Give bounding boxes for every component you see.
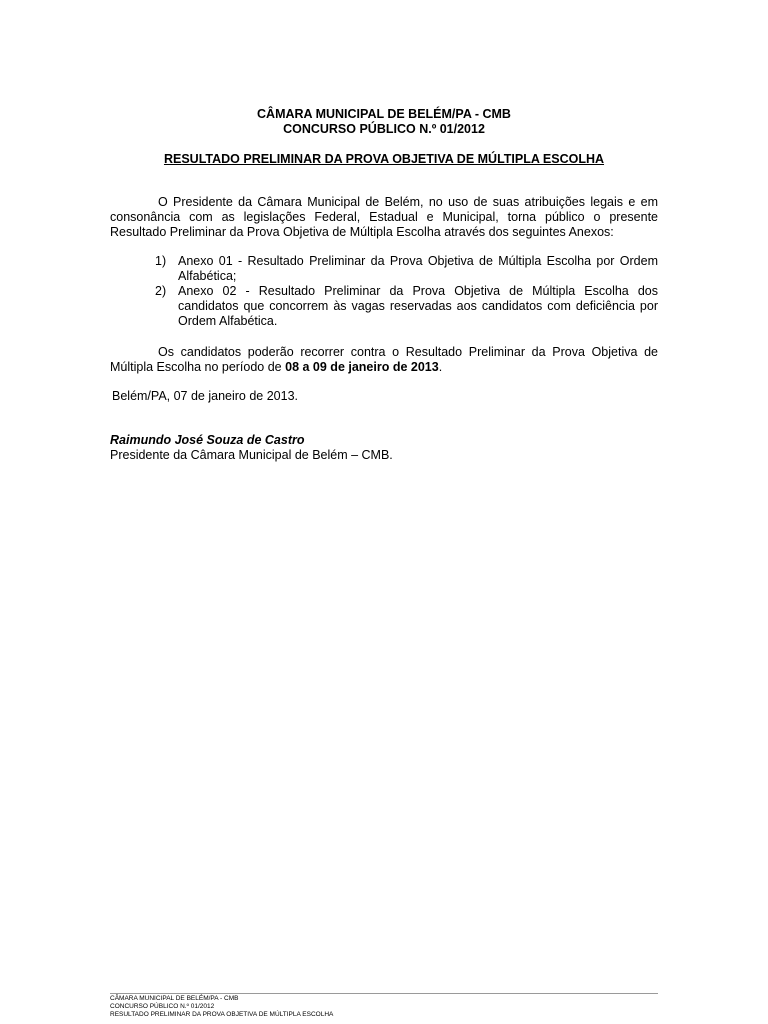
annex-text: Anexo 02 - Resultado Preliminar da Prova Objetiva de Múltipla Escolha dos candidatos que concorrem às vagas reservadas aos candidatos com deficiência por Ordem Alfabética. [178, 284, 658, 328]
footer-line-title: RESULTADO PRELIMINAR DA PROVA OBJETIVA DE MÚLTIPLA ESCOLHA [110, 1011, 334, 1018]
document-title: RESULTADO PRELIMINAR DA PROVA OBJETIVA DE MÚLTIPLA ESCOLHA [163, 152, 605, 166]
annex-list [155, 254, 658, 329]
header-contest: CONCURSO PÚBLICO N.º 01/2012 [283, 122, 485, 136]
appeal-period: 08 a 09 de janeiro de 2013 [285, 360, 439, 374]
appeal-text: Os candidatos poderão recorrer contra o Resultado Preliminar da Prova Objetiva de Múltipla Escolha no período de [110, 345, 658, 374]
annex-text: Anexo 01 - Resultado Preliminar da Prova Objetiva de Múltipla Escolha por Ordem Alfabética; [178, 254, 658, 283]
footer-divider [110, 993, 658, 994]
header-institution: CÂMARA MUNICIPAL DE BELÉM/PA - CMB [257, 107, 511, 121]
annex-number: 2) [155, 284, 167, 298]
signatory-name: Raimundo José Souza de Castro [110, 433, 305, 447]
intro-paragraph: O Presidente da Câmara Municipal de Belém, no uso de suas atribuições legais e em consonância com as legislações Federal, Estadual e Municipal, torna público o presente Resultado Preliminar da Prova Objetiva de Múltipla Escolha através dos seguintes Anexos: [110, 195, 658, 239]
place-date: Belém/PA, 07 de janeiro de 2013. [112, 389, 299, 403]
annex-item [155, 284, 658, 329]
appeal-paragraph [110, 345, 658, 375]
footer-line-institution: CÂMARA MUNICIPAL DE BELÉM/PA - CMB [110, 995, 239, 1002]
appeal-end: . [438, 360, 443, 374]
signatory-role: Presidente da Câmara Municipal de Belém – CMB. [110, 448, 393, 462]
page-footer [110, 995, 333, 1019]
annex-number: 1) [155, 254, 167, 268]
footer-line-contest: CONCURSO PÚBLICO N.º 01/2012 [110, 1003, 215, 1010]
annex-item [155, 254, 658, 284]
